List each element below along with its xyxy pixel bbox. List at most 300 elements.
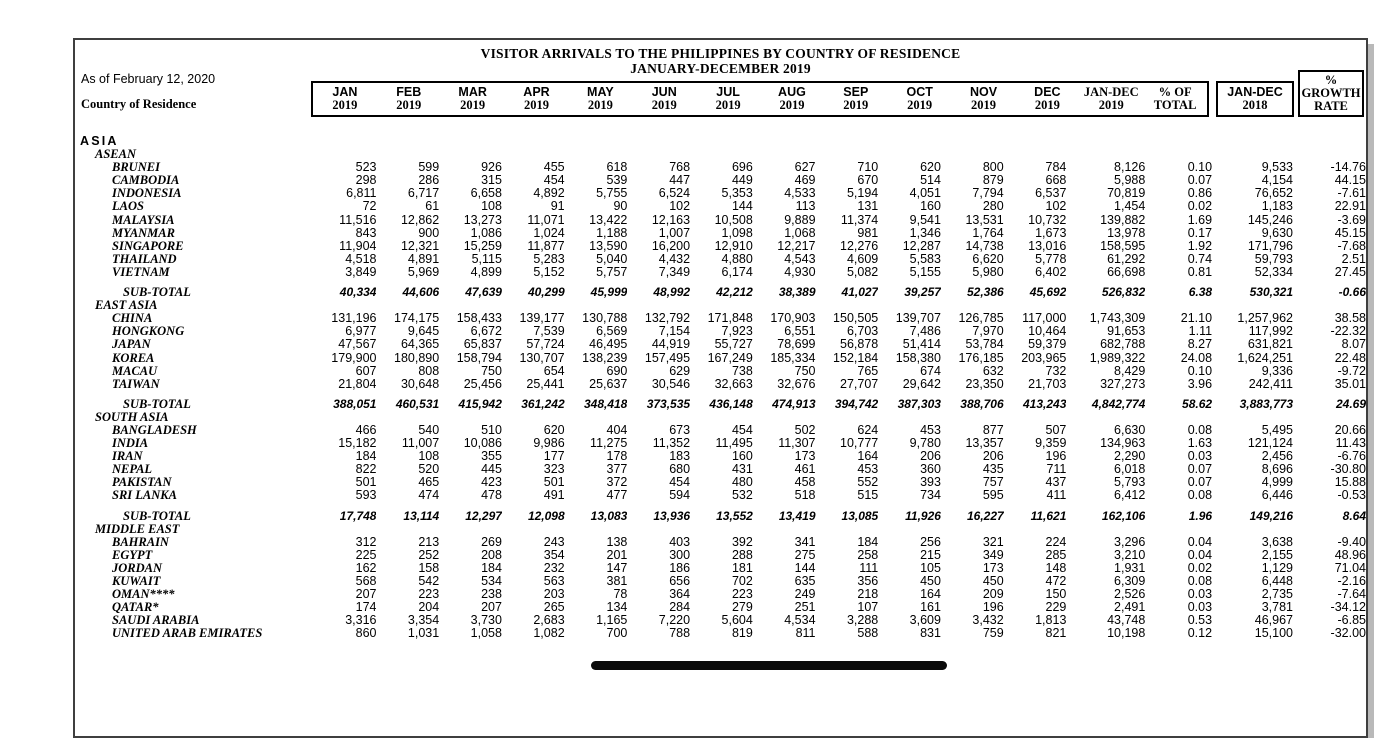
cell-value — [1293, 299, 1366, 312]
cell-value: 620 — [543, 423, 565, 437]
cell-value: 618 — [606, 161, 628, 175]
cell-value: 2,683 — [533, 614, 565, 628]
cell-value: 10,464 — [1028, 325, 1067, 339]
cell-value: 134 — [606, 601, 628, 615]
cell-value: 364 — [669, 588, 691, 602]
cell-value: 138,239 — [582, 351, 628, 365]
cell-value: 542 — [418, 575, 440, 588]
row-label: KOREA — [112, 351, 155, 365]
cell-value: 474,913 — [772, 397, 816, 411]
cell-value: 144 — [794, 561, 816, 575]
cell-value: 631,821 — [1247, 338, 1293, 352]
cell-value: -7.64 — [1337, 588, 1366, 602]
cell-value: 11,926 — [905, 509, 941, 523]
cell-value: 403 — [669, 535, 691, 549]
table-row-middle-east — [75, 523, 1366, 536]
cell-value: 377 — [606, 463, 628, 477]
cell-value: -0.66 — [1338, 286, 1366, 300]
cell-value: 6,703 — [846, 325, 879, 339]
cell-value: 5,152 — [533, 265, 565, 279]
cell-value: 0.08 — [1187, 575, 1213, 588]
cell-value: 6.38 — [1188, 286, 1213, 300]
cell-value — [690, 299, 753, 312]
cell-value — [941, 299, 1004, 312]
cell-value: 9,780 — [909, 437, 941, 451]
row-label: LAOS — [112, 200, 144, 214]
row-label: JAPAN — [112, 338, 151, 352]
cell-value: 668 — [1045, 174, 1067, 188]
cell-value: 1,068 — [784, 226, 816, 240]
cell-value: 47,639 — [465, 286, 502, 300]
cell-value: 750 — [794, 364, 816, 378]
row-label: OMAN**** — [112, 588, 175, 602]
cell-value: 223 — [731, 588, 753, 602]
cell-value: 203 — [543, 588, 565, 602]
cell-value: 8,429 — [1114, 364, 1146, 378]
cell-value: 11,275 — [590, 437, 628, 451]
cell-value: 2.51 — [1341, 252, 1366, 266]
table-row-india — [75, 437, 1366, 450]
cell-value: 256 — [920, 535, 941, 549]
cell-value — [1066, 148, 1145, 161]
cell-value: 25,456 — [463, 377, 502, 391]
table-row-iran — [75, 450, 1366, 463]
column-header-growth-rate: % GROWTH RATE — [1301, 73, 1361, 113]
cell-value: 1.92 — [1187, 239, 1213, 253]
row-label: MIDDLE EAST — [95, 522, 180, 536]
cell-value: 150 — [1045, 588, 1067, 602]
cell-value: 76,652 — [1254, 187, 1293, 201]
cell-value: 520 — [418, 463, 440, 477]
cell-value: 3,638 — [1261, 535, 1293, 549]
cell-value — [439, 411, 502, 424]
cell-value: 4,609 — [846, 252, 879, 266]
cell-value: 15.88 — [1334, 476, 1366, 490]
cell-value: 8.64 — [1342, 509, 1366, 523]
cell-value: 43,748 — [1107, 614, 1146, 628]
cell-value: 654 — [543, 364, 565, 378]
cell-value: 21.10 — [1180, 312, 1213, 326]
cell-value: 6,630 — [1114, 423, 1146, 437]
cell-value: 184 — [481, 561, 502, 575]
cell-value: 10,508 — [714, 213, 753, 227]
column-header-dec: DEC 2019 — [1034, 85, 1061, 112]
cell-value: 1,346 — [909, 226, 941, 240]
cell-value: 3.96 — [1187, 377, 1213, 391]
cell-value: -9.40 — [1337, 535, 1366, 549]
cell-value: 2,456 — [1261, 450, 1293, 464]
cell-value: 5,980 — [972, 265, 1004, 279]
cell-value: 341 — [794, 535, 816, 549]
cell-value: 30,546 — [651, 377, 691, 391]
cell-value: 13,590 — [589, 239, 628, 253]
cell-value: 224 — [1045, 535, 1067, 549]
cell-value: 238 — [481, 588, 502, 602]
cell-value: 599 — [418, 161, 440, 175]
cell-value — [753, 148, 816, 161]
cell-value — [941, 148, 1004, 161]
cell-value: 102 — [1045, 200, 1067, 214]
column-header-jun: JUN 2019 — [651, 85, 677, 112]
cell-value: -9.72 — [1337, 364, 1366, 378]
cell-value: 284 — [669, 601, 691, 615]
cell-value — [941, 523, 1004, 536]
cell-value: 161 — [920, 601, 941, 615]
table-row-sub-total — [75, 398, 1366, 411]
cell-value — [502, 148, 565, 161]
row-label: IRAN — [112, 450, 143, 464]
cell-value: 38.58 — [1334, 312, 1366, 326]
cell-value: 534 — [481, 575, 502, 588]
cell-value — [753, 523, 816, 536]
visitor-arrivals-table — [75, 135, 1366, 640]
cell-value: 0.17 — [1187, 226, 1213, 240]
cell-value: 8.07 — [1341, 338, 1366, 352]
cell-value: 0.12 — [1187, 627, 1213, 641]
cell-value: 7,970 — [972, 325, 1004, 339]
cell-value: 170,903 — [770, 312, 816, 326]
cell-value: 0.81 — [1187, 265, 1213, 279]
cell-value: 20.66 — [1334, 423, 1366, 437]
cell-value: 6,402 — [1035, 265, 1067, 279]
cell-value: 65,837 — [463, 338, 502, 352]
cell-value: 252 — [418, 548, 440, 562]
cell-value — [816, 135, 879, 148]
cell-value: -30.80 — [1330, 463, 1366, 477]
cell-value: 32,676 — [777, 377, 816, 391]
cell-value: 6,018 — [1114, 463, 1146, 477]
cell-value — [565, 148, 628, 161]
cell-value: 44.15 — [1334, 174, 1366, 188]
cell-value: 162 — [355, 561, 377, 575]
cell-value: 674 — [920, 364, 941, 378]
cell-value: 105 — [920, 561, 941, 575]
cell-value: 1,082 — [533, 627, 565, 641]
table-row-taiwan — [75, 378, 1366, 391]
cell-value: -14.76 — [1330, 161, 1366, 175]
row-label: UNITED ARAB EMIRATES — [112, 627, 263, 641]
cell-value: 635 — [794, 575, 816, 588]
cell-value: 423 — [481, 476, 502, 490]
cell-value — [565, 523, 628, 536]
cell-value: 700 — [606, 627, 628, 641]
cell-value: 879 — [982, 174, 1004, 188]
table-row-asean — [75, 148, 1366, 161]
cell-value: 213 — [418, 535, 440, 549]
cell-value: 12,297 — [465, 509, 502, 523]
cell-value: 843 — [355, 226, 377, 240]
table-spacer-row — [75, 503, 1366, 510]
cell-value: 0.07 — [1187, 174, 1213, 188]
cell-value: 5,495 — [1261, 423, 1293, 437]
cell-value: 821 — [1045, 627, 1067, 641]
cell-value: 9,889 — [784, 213, 816, 227]
cell-value: 1.63 — [1187, 437, 1213, 451]
cell-value: 288 — [731, 548, 753, 562]
row-label: MACAU — [112, 364, 158, 378]
cell-value: 286 — [418, 174, 440, 188]
cell-value: 690 — [606, 364, 628, 378]
table-row-east-asia — [75, 299, 1366, 312]
cell-value: 355 — [481, 450, 502, 464]
row-label: BANGLADESH — [112, 423, 197, 437]
cell-value: 477 — [606, 489, 628, 503]
cell-value: 808 — [418, 364, 440, 378]
cell-value: 1,764 — [972, 226, 1004, 240]
cell-value: 6,620 — [972, 252, 1004, 266]
cell-value: 5,988 — [1114, 174, 1146, 188]
cell-value: 206 — [920, 450, 941, 464]
row-label: INDONESIA — [112, 187, 182, 201]
table-row-oman- — [75, 588, 1366, 601]
cell-value: 0.07 — [1187, 476, 1213, 490]
cell-value: 5,604 — [721, 614, 753, 628]
column-header-may: MAY 2019 — [587, 85, 614, 112]
cell-value: 7,154 — [658, 325, 691, 339]
cell-value: 4,533 — [784, 187, 816, 201]
cell-value: 171,796 — [1247, 239, 1293, 253]
cell-value: 0.10 — [1187, 161, 1213, 175]
cell-value: 184 — [857, 535, 879, 549]
column-header-nov: NOV 2019 — [969, 85, 998, 112]
cell-value: 768 — [669, 161, 691, 175]
cell-value: 5,778 — [1035, 252, 1067, 266]
cell-value: 404 — [606, 423, 628, 437]
cell-value — [941, 411, 1004, 424]
cell-value: 0.03 — [1187, 588, 1213, 602]
cell-value: 149,216 — [1249, 509, 1293, 523]
column-header-aug: AUG 2019 — [778, 85, 806, 112]
cell-value: 139,882 — [1100, 213, 1146, 227]
cell-value: 35.01 — [1334, 377, 1366, 391]
cell-value: 184 — [355, 450, 377, 464]
table-row-pakistan — [75, 476, 1366, 489]
cell-value: 183 — [669, 450, 691, 464]
cell-value: 327,273 — [1100, 377, 1146, 391]
cell-value — [627, 135, 690, 148]
row-label: SINGAPORE — [112, 239, 184, 253]
cell-value: 5,583 — [909, 252, 941, 266]
cell-value: 15,100 — [1254, 627, 1293, 641]
cell-value: 21,703 — [1028, 377, 1067, 391]
cell-value: -6.76 — [1337, 450, 1366, 464]
cell-value: 474 — [418, 489, 440, 503]
cell-value: 6,672 — [470, 325, 502, 339]
cell-value: 6,717 — [407, 187, 440, 201]
cell-value: 215 — [920, 548, 941, 562]
cell-value: 6,448 — [1261, 575, 1293, 588]
row-label: EGYPT — [112, 548, 153, 562]
cell-value — [690, 135, 753, 148]
cell-value: 13,016 — [1028, 239, 1067, 253]
cell-value: 7,923 — [721, 325, 753, 339]
cell-value: 70,819 — [1107, 187, 1146, 201]
cell-value: 25,637 — [589, 377, 628, 391]
cell-value: 134,963 — [1100, 437, 1146, 451]
cell-value: 526,832 — [1101, 286, 1146, 300]
cell-value: 1,989,322 — [1089, 351, 1146, 365]
cell-value: 223 — [418, 588, 440, 602]
cell-value: 57,724 — [526, 338, 565, 352]
cell-value: 148 — [1045, 561, 1067, 575]
cell-value — [878, 299, 941, 312]
cell-value: 9,541 — [909, 213, 941, 227]
cell-value: 5,082 — [846, 265, 879, 279]
cell-value: 595 — [982, 489, 1004, 503]
cell-value: 4,892 — [533, 187, 565, 201]
cell-value: 138 — [606, 535, 628, 549]
cell-value: 0.10 — [1187, 364, 1213, 378]
column-header-jan: JAN 2019 — [332, 85, 358, 112]
cell-value: 14,738 — [965, 239, 1004, 253]
cell-value: 4,432 — [658, 252, 691, 266]
cell-value: 732 — [1045, 364, 1067, 378]
cell-value: 388,051 — [333, 397, 377, 411]
row-header-label: Country of Residence — [81, 97, 197, 111]
table-row-singapore — [75, 240, 1366, 253]
cell-value: 265 — [543, 601, 565, 615]
cell-value: 568 — [355, 575, 377, 588]
cell-value: 1,058 — [470, 627, 502, 641]
cell-value: 201 — [606, 548, 628, 562]
cell-value: 174 — [355, 601, 377, 615]
page-title: VISITOR ARRIVALS TO THE PHILIPPINES BY COUNTRY OF RESIDENCE — [480, 46, 961, 61]
row-label: TAIWAN — [112, 377, 160, 391]
cell-value — [1004, 299, 1067, 312]
cell-value: 450 — [920, 575, 941, 588]
cell-value: 126,785 — [958, 312, 1004, 326]
cell-value: 393 — [920, 476, 941, 490]
cell-value: 13,083 — [590, 509, 628, 523]
column-header-jan-dec: JAN-DEC 2019 — [1083, 85, 1139, 112]
cell-value: 1,454 — [1114, 200, 1146, 214]
cell-value: 32,663 — [714, 377, 753, 391]
cell-value: 9,336 — [1261, 364, 1293, 378]
cell-value: 111 — [859, 561, 879, 575]
cell-value: 738 — [731, 364, 753, 378]
cell-value: 40,334 — [339, 286, 377, 300]
cell-value: 5,155 — [909, 265, 941, 279]
cell-value: 627 — [794, 161, 816, 175]
cell-value — [314, 135, 377, 148]
cell-value: 232 — [543, 561, 565, 575]
cell-value: 131,196 — [331, 312, 377, 326]
cell-value: 11,071 — [527, 213, 565, 227]
cell-value: 7,486 — [909, 325, 941, 339]
cell-value: 510 — [481, 423, 502, 437]
cell-value — [1293, 411, 1366, 424]
cell-value: 178 — [606, 450, 628, 464]
cell-value: 5,353 — [721, 187, 753, 201]
cell-value: 5,757 — [596, 265, 628, 279]
cell-value — [627, 523, 690, 536]
cell-value: 78 — [613, 588, 628, 602]
cell-value — [314, 411, 377, 424]
cell-value: 9,986 — [533, 437, 565, 451]
cell-value: 1,129 — [1261, 561, 1293, 575]
cell-value: 121,124 — [1247, 437, 1293, 451]
cell-value: 59,379 — [1028, 338, 1067, 352]
cell-value: 243 — [543, 535, 565, 549]
cell-value: 469 — [794, 174, 816, 188]
cell-value: 160 — [731, 450, 753, 464]
row-label: THAILAND — [112, 252, 177, 266]
cell-value: 25,441 — [526, 377, 565, 391]
cell-value — [376, 523, 439, 536]
cell-value — [1212, 411, 1293, 424]
cell-value: 831 — [920, 627, 941, 641]
cell-value — [1293, 148, 1366, 161]
cell-value: 21,804 — [338, 377, 377, 391]
cell-value — [1145, 299, 1212, 312]
cell-value: 12,321 — [400, 239, 440, 253]
cell-value: 11,516 — [339, 213, 377, 227]
cell-value: 117,000 — [1022, 312, 1067, 326]
cell-value: 38,389 — [778, 286, 816, 300]
cell-value: 55,727 — [714, 338, 753, 352]
cell-value: 518 — [794, 489, 816, 503]
cell-value: 12,287 — [902, 239, 941, 253]
cell-value: 5,755 — [596, 187, 628, 201]
cell-value: 501 — [355, 476, 377, 490]
cell-value: 17,748 — [339, 509, 377, 523]
cell-value — [314, 148, 377, 161]
cell-value: 16,227 — [966, 509, 1004, 523]
cell-value: 130,788 — [582, 312, 628, 326]
cell-value: 131 — [857, 200, 879, 214]
cell-value: 58.62 — [1182, 397, 1213, 411]
cell-value: 530,321 — [1249, 286, 1293, 300]
row-label: MYANMAR — [112, 226, 175, 240]
cell-value: 0.74 — [1187, 252, 1213, 266]
cell-value: 3,296 — [1114, 535, 1146, 549]
column-header-jul: JUL 2019 — [715, 85, 741, 112]
cell-value — [314, 299, 377, 312]
cell-value: 158,794 — [456, 351, 502, 365]
cell-value: 0.03 — [1187, 601, 1213, 615]
table-spacer-row — [75, 279, 1366, 286]
cell-value: 354 — [543, 548, 565, 562]
cell-value: 682,788 — [1100, 338, 1146, 352]
row-label: QATAR* — [112, 601, 159, 615]
cell-value: 1,183 — [1261, 200, 1293, 214]
row-label: NEPAL — [112, 463, 153, 477]
cell-value: 5,040 — [596, 252, 628, 266]
table-row-japan — [75, 338, 1366, 351]
cell-value: 13,531 — [965, 213, 1004, 227]
row-label: SUB-TOTAL — [123, 509, 191, 523]
cell-value: 811 — [795, 627, 816, 641]
cell-value: 0.03 — [1187, 450, 1213, 464]
cell-value: 624 — [857, 423, 879, 437]
column-header-apr: APR 2019 — [523, 85, 550, 112]
cell-value: 251 — [794, 601, 816, 615]
table-row-egypt — [75, 549, 1366, 562]
cell-value: 5,793 — [1114, 476, 1146, 490]
table-row-nepal — [75, 463, 1366, 476]
cell-value: 1,743,309 — [1089, 312, 1146, 326]
cell-value — [753, 135, 816, 148]
cell-value: 162,106 — [1101, 509, 1146, 523]
cell-value — [1004, 523, 1067, 536]
cell-value: 4,891 — [407, 252, 440, 266]
cell-value: 450 — [982, 575, 1004, 588]
cell-value: 7,220 — [658, 614, 691, 628]
cell-value — [753, 299, 816, 312]
cell-value: 45,692 — [1029, 286, 1067, 300]
cell-value: 696 — [731, 161, 753, 175]
cell-value: 348,418 — [583, 397, 628, 411]
